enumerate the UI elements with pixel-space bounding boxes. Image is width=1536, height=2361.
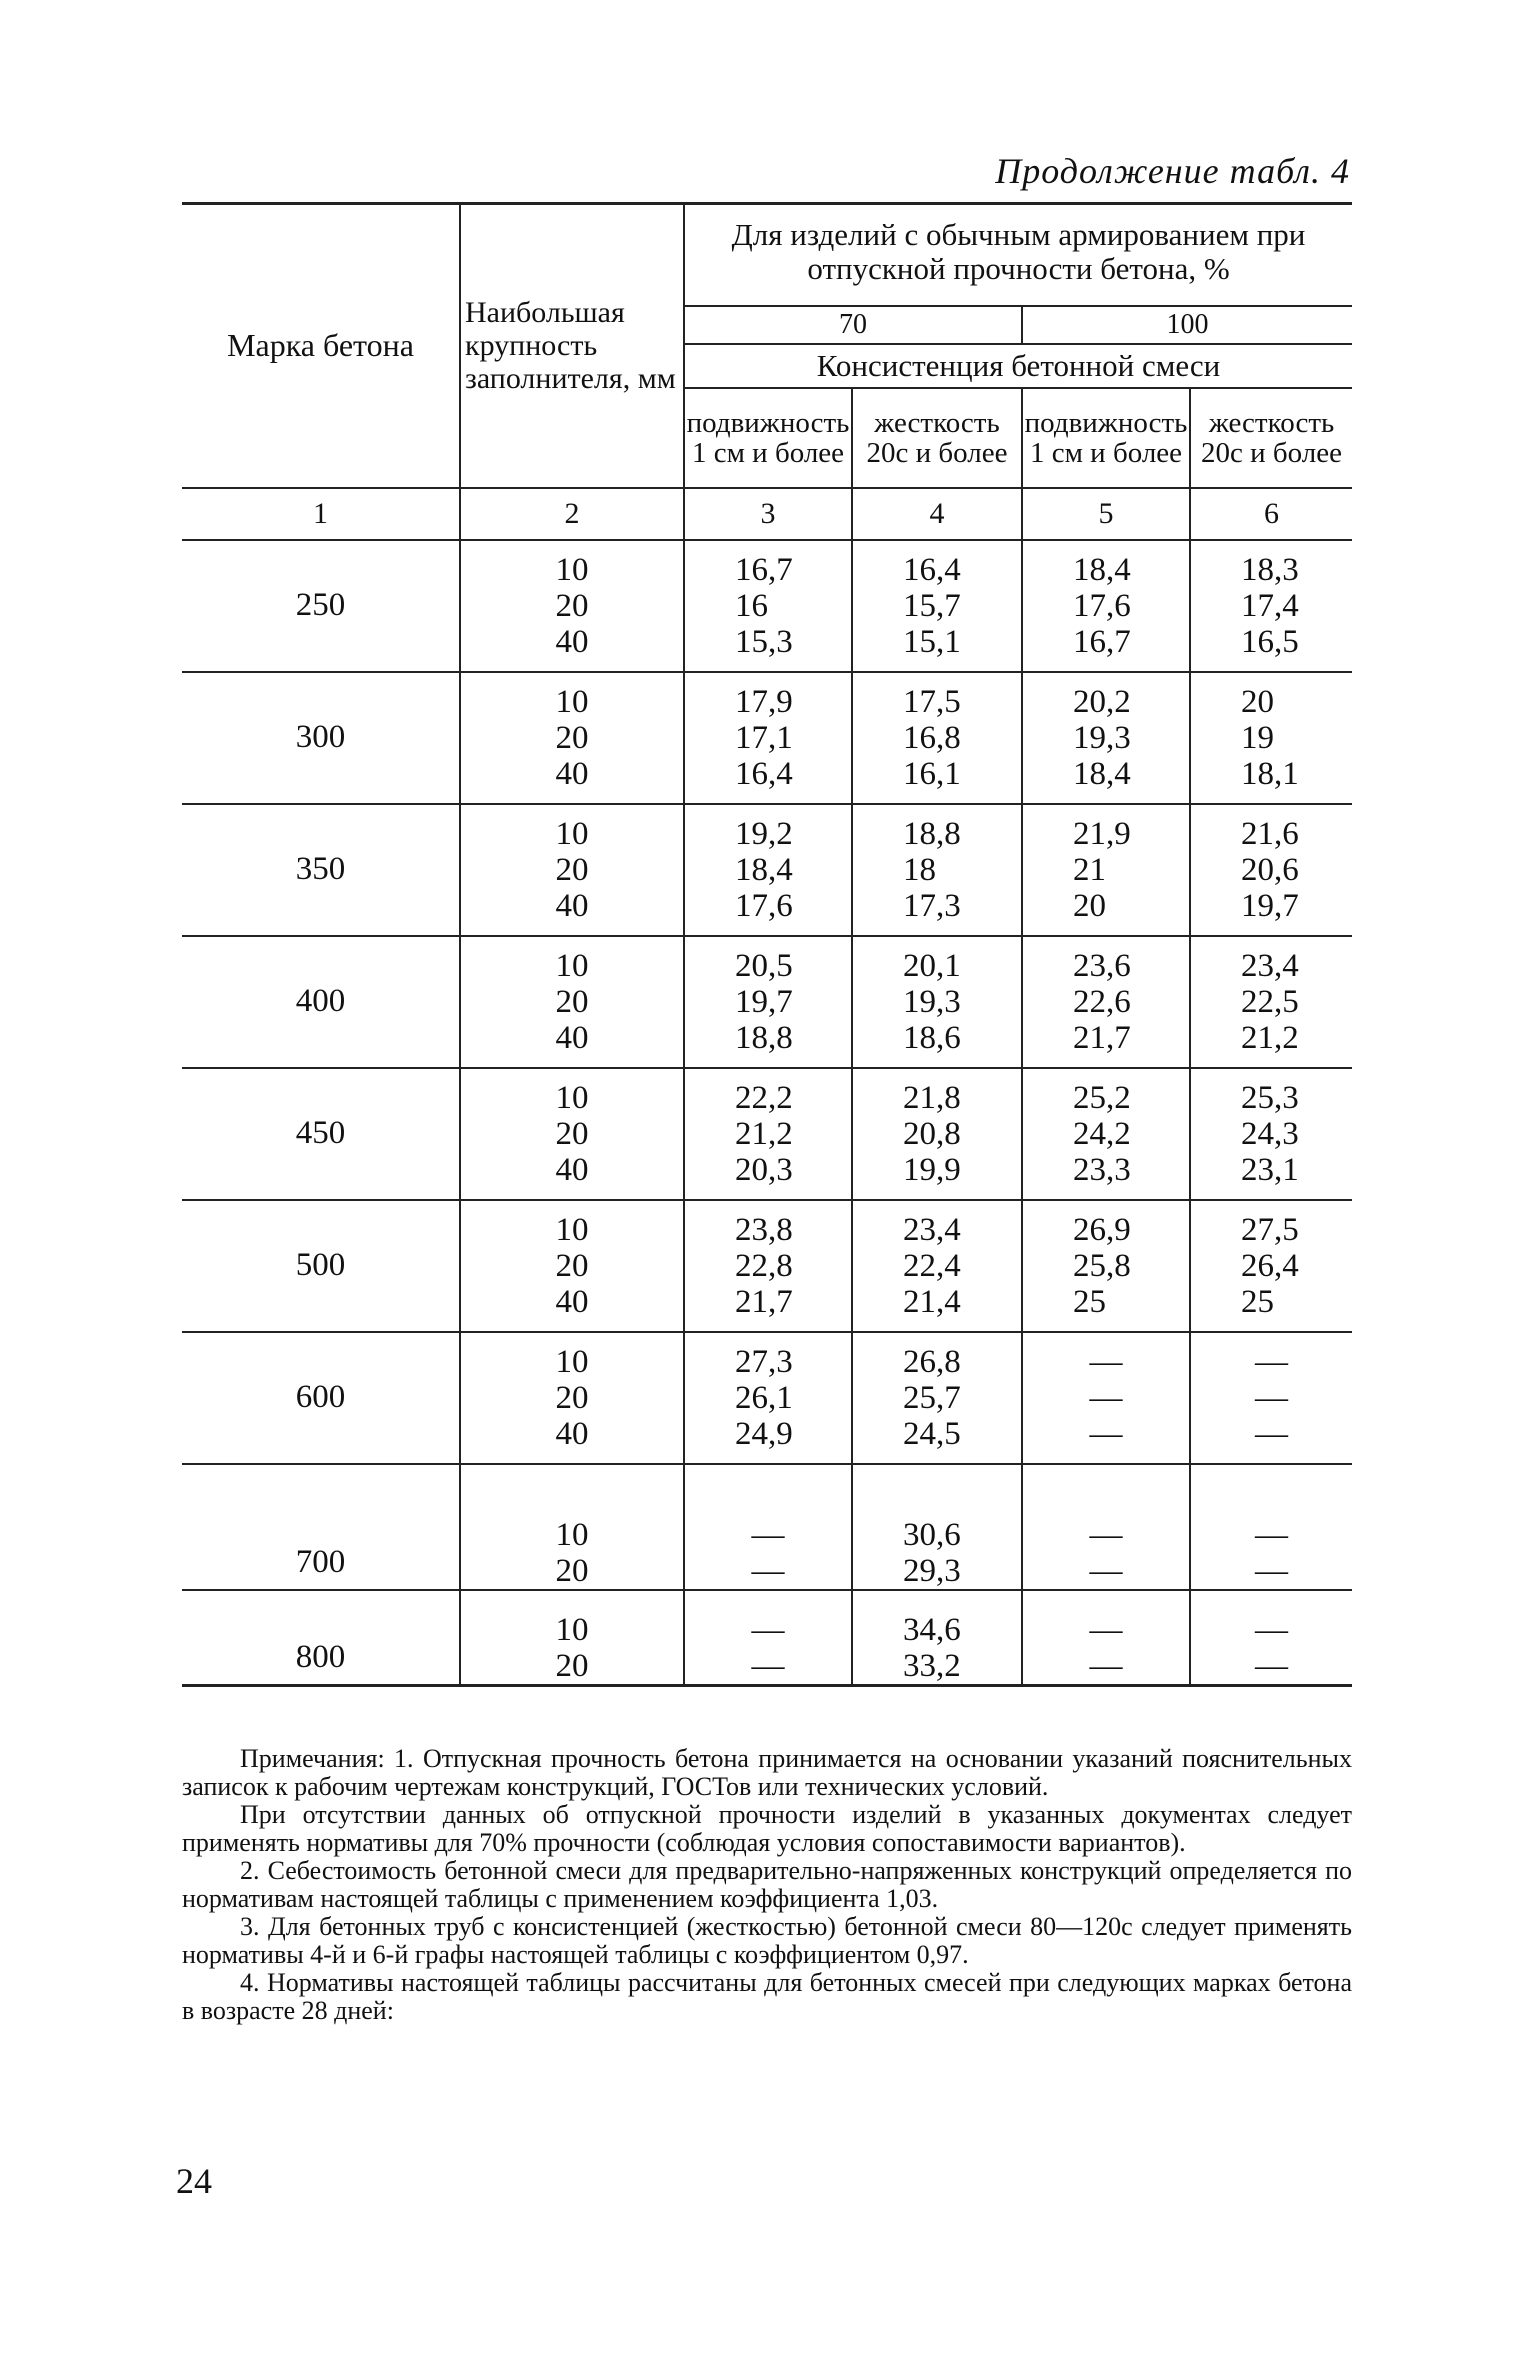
value-col5: 22,6: [1073, 983, 1131, 1020]
value-col4: 21,8: [903, 1079, 961, 1116]
concrete-mark: 450: [182, 1068, 460, 1200]
column-number: 5: [1022, 488, 1190, 540]
aggregate-size-cell: [460, 672, 684, 804]
value-col6: —: [1255, 1343, 1289, 1380]
value-col4: 17,5: [903, 683, 961, 720]
value-col5: 23,6: [1073, 947, 1131, 984]
aggregate-size: 10: [555, 1343, 589, 1380]
value-col4: 30,6: [903, 1516, 961, 1553]
aggregate-size-cell: [460, 1068, 684, 1200]
value-col6-cell: [1190, 804, 1352, 936]
table-row: [182, 936, 1352, 1068]
value-col6: 16,5: [1241, 623, 1299, 660]
column-number: 1: [182, 488, 460, 540]
value-col6-cell: [1190, 540, 1352, 672]
column-number: 6: [1190, 488, 1352, 540]
value-col5: 20: [1073, 887, 1106, 924]
value-col4: 21,4: [903, 1283, 961, 1320]
aggregate-size: 40: [555, 623, 589, 660]
header-group-title: Для изделий с обычным армированием при отпускной прочности бетона, %: [684, 204, 1352, 306]
value-col3-cell: [684, 1332, 852, 1464]
note-paragraph: 4. Нормативы настоящей таблицы рассчитаны для бетонных смесей при следующих марках бетона в возрасте 28 дней:: [182, 1968, 1352, 2025]
value-col6: 20: [1241, 683, 1274, 720]
value-col6: 17,4: [1241, 587, 1299, 624]
header-mobility-70: подвижность 1 см и более: [684, 388, 852, 488]
value-col6: 25,3: [1241, 1079, 1299, 1116]
aggregate-size: 10: [555, 947, 589, 984]
value-col4: 34,6: [903, 1612, 961, 1648]
value-col4: 23,4: [903, 1211, 961, 1248]
value-col3: 18,8: [735, 1019, 793, 1056]
aggregate-size: 40: [555, 1415, 589, 1452]
header-consistency: Консистенция бетонной смеси: [684, 344, 1352, 388]
table-row: [182, 540, 1352, 672]
value-col6: 26,4: [1241, 1247, 1299, 1284]
value-col5: 24,2: [1073, 1115, 1131, 1152]
concrete-mark: 600: [182, 1332, 460, 1464]
header-mark: Марка бетона: [182, 204, 460, 488]
value-col4-cell: [852, 1464, 1022, 1590]
value-col3: 18,4: [735, 851, 793, 888]
value-col6: 19: [1241, 719, 1274, 756]
value-col5-cell: [1022, 672, 1190, 804]
value-col4-cell: [852, 1590, 1022, 1686]
value-col6: 18,3: [1241, 551, 1299, 588]
value-col5-cell: [1022, 804, 1190, 936]
value-col4: 29,3: [903, 1552, 961, 1589]
value-col3: —: [751, 1552, 785, 1589]
header-stiffness-70: жесткость 20с и более: [852, 388, 1022, 488]
value-col6: 24,3: [1241, 1115, 1299, 1152]
value-col3-cell: [684, 672, 852, 804]
value-col4: 15,7: [903, 587, 961, 624]
note-paragraph: 2. Себестоимость бетонной смеси для предварительно-напряженных конструкций определяется по нормативам настоящей таблицы с применением коэффициента 1,03.: [182, 1856, 1352, 1913]
aggregate-size: 20: [555, 983, 589, 1020]
value-col3: 21,2: [735, 1115, 793, 1152]
value-col6-cell: [1190, 1332, 1352, 1464]
header-mobility-100: подвижность 1 см и более: [1022, 388, 1190, 488]
aggregate-size: 40: [555, 755, 589, 792]
value-col3-cell: [684, 1464, 852, 1590]
value-col5: 21: [1073, 851, 1106, 888]
table-row: [182, 1464, 1352, 1590]
value-col6: 21,6: [1241, 815, 1299, 852]
value-col3: 17,9: [735, 683, 793, 720]
header-strength-100: 100: [1022, 306, 1352, 344]
aggregate-size: 20: [555, 587, 589, 624]
value-col3-cell: [684, 1068, 852, 1200]
value-col5: 23,3: [1073, 1151, 1131, 1188]
value-col5: —: [1089, 1415, 1123, 1452]
concrete-mark: 700: [182, 1464, 460, 1590]
value-col3: 27,3: [735, 1343, 793, 1380]
value-col4: 24,5: [903, 1415, 961, 1452]
value-col5: 18,4: [1073, 755, 1131, 792]
concrete-mark: 350: [182, 804, 460, 936]
header-strength-70: 70: [684, 306, 1022, 344]
column-number: 3: [684, 488, 852, 540]
aggregate-size-cell: [460, 540, 684, 672]
value-col4: 19,3: [903, 983, 961, 1020]
note-paragraph: 3. Для бетонных труб с консистенцией (жесткостью) бетонной смеси 80—120с следует применять нормативы 4-й и 6-й графы настоящей таблицы с коэффициентом 0,97.: [182, 1912, 1352, 1969]
aggregate-size: 10: [555, 683, 589, 720]
value-col6: —: [1255, 1516, 1289, 1553]
value-col3: 21,7: [735, 1283, 793, 1320]
value-col5: —: [1089, 1552, 1123, 1589]
aggregate-size-cell: [460, 936, 684, 1068]
value-col4: 33,2: [903, 1648, 961, 1684]
concrete-mark: 250: [182, 540, 460, 672]
aggregate-size: 20: [555, 719, 589, 756]
value-col4: 16,8: [903, 719, 961, 756]
value-col5-cell: [1022, 1068, 1190, 1200]
aggregate-size: 10: [555, 1612, 589, 1648]
value-col6: —: [1255, 1379, 1289, 1416]
value-col3: 22,2: [735, 1079, 793, 1116]
value-col4-cell: [852, 1200, 1022, 1332]
value-col6: —: [1255, 1552, 1289, 1589]
value-col6: 25: [1241, 1283, 1274, 1320]
table-row: [182, 1332, 1352, 1464]
value-col6-cell: [1190, 1200, 1352, 1332]
value-col3: 16,4: [735, 755, 793, 792]
value-col3: 19,7: [735, 983, 793, 1020]
value-col3: 16: [735, 587, 768, 624]
value-col5: 17,6: [1073, 587, 1131, 624]
value-col3: —: [751, 1648, 785, 1684]
value-col6: —: [1255, 1415, 1289, 1452]
value-col3: 17,1: [735, 719, 793, 756]
table-row: [182, 1200, 1352, 1332]
value-col4: 18,8: [903, 815, 961, 852]
value-col4: 17,3: [903, 887, 961, 924]
value-col3-cell: [684, 936, 852, 1068]
value-col3-cell: [684, 1200, 852, 1332]
aggregate-size: 10: [555, 1516, 589, 1553]
value-col5: 26,9: [1073, 1211, 1131, 1248]
value-col3: —: [751, 1612, 785, 1648]
value-col6-cell: [1190, 936, 1352, 1068]
value-col4: 25,7: [903, 1379, 961, 1416]
column-number: 4: [852, 488, 1022, 540]
value-col5-cell: [1022, 936, 1190, 1068]
aggregate-size: 20: [555, 1247, 589, 1284]
concrete-mark: 800: [182, 1590, 460, 1686]
value-col3-cell: [684, 1590, 852, 1686]
value-col4-cell: [852, 540, 1022, 672]
norms-table: [182, 202, 1352, 1687]
value-col5: 16,7: [1073, 623, 1131, 660]
value-col5-cell: [1022, 1464, 1190, 1590]
value-col3: 17,6: [735, 887, 793, 924]
page-number: 24: [176, 2161, 212, 2201]
value-col5: 25: [1073, 1283, 1106, 1320]
concrete-mark: 500: [182, 1200, 460, 1332]
value-col6: 21,2: [1241, 1019, 1299, 1056]
value-col6-cell: [1190, 1590, 1352, 1686]
value-col4: 16,4: [903, 551, 961, 588]
value-col5-cell: [1022, 1200, 1190, 1332]
value-col4: 15,1: [903, 623, 961, 660]
value-col3: 22,8: [735, 1247, 793, 1284]
value-col4: 16,1: [903, 755, 961, 792]
aggregate-size: 20: [555, 851, 589, 888]
value-col6-cell: [1190, 1068, 1352, 1200]
value-col4: 19,9: [903, 1151, 961, 1188]
value-col6: —: [1255, 1648, 1289, 1684]
notes: [182, 1745, 1352, 2025]
value-col6-cell: [1190, 1464, 1352, 1590]
value-col5: —: [1089, 1516, 1123, 1553]
aggregate-size-cell: [460, 804, 684, 936]
aggregate-size-cell: [460, 1200, 684, 1332]
aggregate-size-cell: [460, 1590, 684, 1686]
value-col5: 21,7: [1073, 1019, 1131, 1056]
value-col6-cell: [1190, 672, 1352, 804]
value-col4: 22,4: [903, 1247, 961, 1284]
aggregate-size: 20: [555, 1552, 589, 1589]
aggregate-size: 40: [555, 1283, 589, 1320]
value-col3: 20,5: [735, 947, 793, 984]
value-col4: 20,8: [903, 1115, 961, 1152]
value-col6: 23,1: [1241, 1151, 1299, 1188]
value-col5: 21,9: [1073, 815, 1131, 852]
value-col5-cell: [1022, 1590, 1190, 1686]
value-col5: 19,3: [1073, 719, 1131, 756]
value-col6: 18,1: [1241, 755, 1299, 792]
value-col3: 19,2: [735, 815, 793, 852]
concrete-mark: 400: [182, 936, 460, 1068]
value-col6: 20,6: [1241, 851, 1299, 888]
aggregate-size: 20: [555, 1115, 589, 1152]
concrete-mark: 300: [182, 672, 460, 804]
value-col5-cell: [1022, 540, 1190, 672]
value-col5: —: [1089, 1648, 1123, 1684]
aggregate-size: 40: [555, 887, 589, 924]
aggregate-size: 20: [555, 1379, 589, 1416]
value-col3: —: [751, 1516, 785, 1553]
value-col3: 20,3: [735, 1151, 793, 1188]
value-col4-cell: [852, 1068, 1022, 1200]
aggregate-size: 10: [555, 815, 589, 852]
column-numbers-row: [182, 488, 1352, 540]
value-col4: 18,6: [903, 1019, 961, 1056]
value-col3: 16,7: [735, 551, 793, 588]
table-row: [182, 672, 1352, 804]
value-col3: 26,1: [735, 1379, 793, 1416]
aggregate-size-cell: [460, 1464, 684, 1590]
value-col6: 27,5: [1241, 1211, 1299, 1248]
value-col4: 26,8: [903, 1343, 961, 1380]
aggregate-size: 40: [555, 1019, 589, 1056]
value-col5: 20,2: [1073, 683, 1131, 720]
aggregate-size: 20: [555, 1648, 589, 1684]
aggregate-size-cell: [460, 1332, 684, 1464]
value-col4: 18: [903, 851, 936, 888]
value-col6: 23,4: [1241, 947, 1299, 984]
value-col4-cell: [852, 936, 1022, 1068]
table-caption: Продолжение табл. 4: [995, 151, 1350, 191]
table-row: [182, 804, 1352, 936]
header-stiffness-100: жесткость 20с и более: [1190, 388, 1352, 488]
aggregate-size: 10: [555, 1211, 589, 1248]
value-col4-cell: [852, 804, 1022, 936]
value-col4-cell: [852, 1332, 1022, 1464]
note-paragraph: Примечания: 1. Отпускная прочность бетона принимается на основании указаний пояснительных записок к рабочим чертежам конструкций, ГОСТов или технических условий.: [182, 1744, 1352, 1801]
value-col5: —: [1089, 1379, 1123, 1416]
value-col3: 15,3: [735, 623, 793, 660]
column-number: 2: [460, 488, 684, 540]
value-col5: 25,2: [1073, 1079, 1131, 1116]
value-col5: 25,8: [1073, 1247, 1131, 1284]
value-col6: —: [1255, 1612, 1289, 1648]
table-row: [182, 1590, 1352, 1686]
value-col6: 19,7: [1241, 887, 1299, 924]
value-col3-cell: [684, 540, 852, 672]
aggregate-size: 10: [555, 551, 589, 588]
note-paragraph: При отсутствии данных об отпускной прочности изделий в указанных документах следует применять нормативы для 70% прочности (соблюдая условия сопоставимости вариантов).: [182, 1800, 1352, 1857]
header-aggregate-size: Наибольшая крупность заполнителя, мм: [460, 204, 684, 488]
aggregate-size: 10: [555, 1079, 589, 1116]
aggregate-size: 40: [555, 1151, 589, 1188]
value-col3: 23,8: [735, 1211, 793, 1248]
value-col5-cell: [1022, 1332, 1190, 1464]
value-col3: 24,9: [735, 1415, 793, 1452]
value-col6: 22,5: [1241, 983, 1299, 1020]
value-col5: —: [1089, 1343, 1123, 1380]
value-col4-cell: [852, 672, 1022, 804]
value-col5: —: [1089, 1612, 1123, 1648]
value-col5: 18,4: [1073, 551, 1131, 588]
table-row: [182, 1068, 1352, 1200]
value-col3-cell: [684, 804, 852, 936]
value-col4: 20,1: [903, 947, 961, 984]
